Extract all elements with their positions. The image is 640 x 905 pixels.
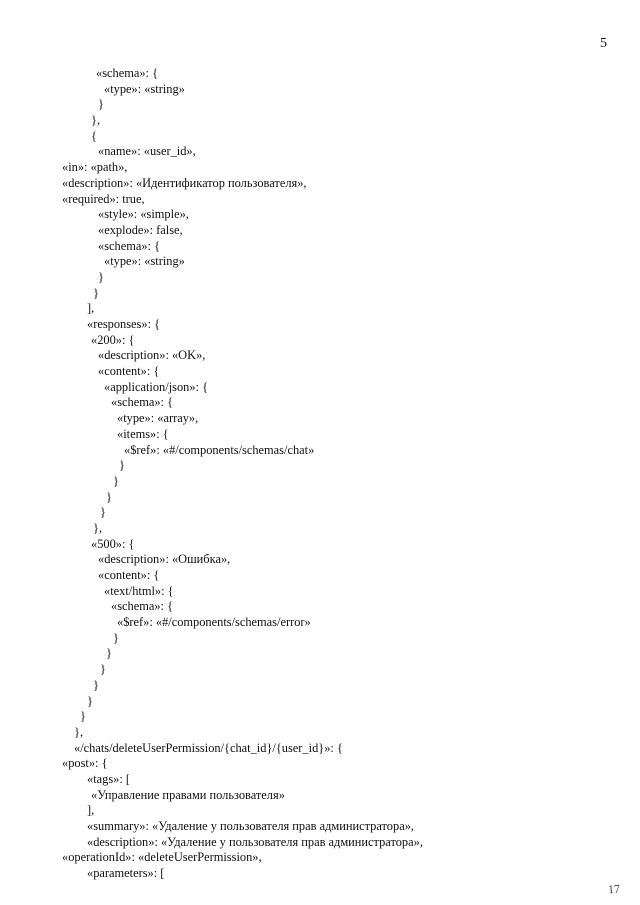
code-line: } — [106, 646, 112, 661]
code-line: «items»: { — [117, 426, 169, 441]
code-line: «schema»: { — [111, 599, 174, 614]
code-line: «Управление правами пользователя» — [91, 787, 285, 802]
code-line: «schema»: { — [111, 395, 174, 410]
code-line: «style»: «simple», — [98, 207, 189, 222]
code-line: «type»: «string» — [104, 81, 185, 96]
code-line: } — [87, 693, 93, 708]
code-line: }, — [91, 113, 101, 128]
code-line: }, — [74, 724, 84, 739]
code-line: «type»: «array», — [117, 411, 199, 426]
code-line: } — [100, 662, 106, 677]
code-line: } — [119, 458, 125, 473]
code-line: } — [113, 473, 119, 488]
code-line: } — [80, 709, 86, 724]
code-line: ], — [87, 301, 95, 316]
code-line: } — [98, 269, 104, 284]
code-line: } — [93, 677, 99, 692]
code-line: «name»: «user_id», — [98, 144, 196, 159]
code-line: } — [113, 630, 119, 645]
code-line: «description»: «Идентификатор пользователя», — [62, 175, 307, 190]
code-line: } — [106, 489, 112, 504]
code-line: «description»: «Ошибка», — [98, 552, 231, 567]
code-line: «explode»: false, — [98, 222, 183, 237]
code-line: «content»: { — [98, 568, 160, 582]
code-line: «$ref»: «#/components/schemas/error» — [117, 615, 311, 630]
code-line: «content»: { — [98, 364, 160, 379]
code-line: «description»: «Удаление у пользователя прав администратора», — [87, 834, 423, 849]
code-line: «schema»: { — [96, 66, 159, 80]
code-line: «type»: «string» — [104, 254, 185, 269]
code-line: «post»: { — [62, 756, 108, 771]
code-line: «required»: true, — [62, 191, 145, 206]
code-line: }, — [93, 520, 103, 535]
code-line: ], — [87, 803, 95, 818]
code-line: «in»: «path», — [62, 160, 128, 175]
code-line: «responses»: { — [87, 317, 161, 331]
code-line: } — [100, 505, 106, 520]
code-line: «500»: { — [91, 536, 135, 551]
code-line: «/chats/deleteUserPermission/{chat_id}/{user_id}»: { — [74, 740, 343, 755]
page-number: 5 — [600, 36, 607, 51]
code-line: «200»: { — [91, 332, 135, 347]
code-line: «$ref»: «#/components/schemas/chat» — [124, 442, 315, 457]
code-line: «description»: «OK», — [98, 348, 206, 363]
code-line: «application/json»: { — [104, 379, 209, 394]
handwritten-page-mark: 17 — [607, 881, 621, 897]
code-line: } — [98, 97, 104, 112]
code-line: } — [93, 285, 99, 300]
code-block — [0, 66, 620, 882]
code-line: «parameters»: [ — [87, 866, 165, 881]
code-line: «schema»: { — [98, 238, 161, 253]
code-line: «operationId»: «deleteUserPermission», — [62, 850, 262, 865]
code-line: «summary»: «Удаление у пользователя прав администратора», — [87, 819, 414, 833]
code-line: { — [91, 128, 97, 143]
code-line: «tags»: [ — [87, 771, 131, 786]
code-line: «text/html»: { — [104, 583, 174, 598]
